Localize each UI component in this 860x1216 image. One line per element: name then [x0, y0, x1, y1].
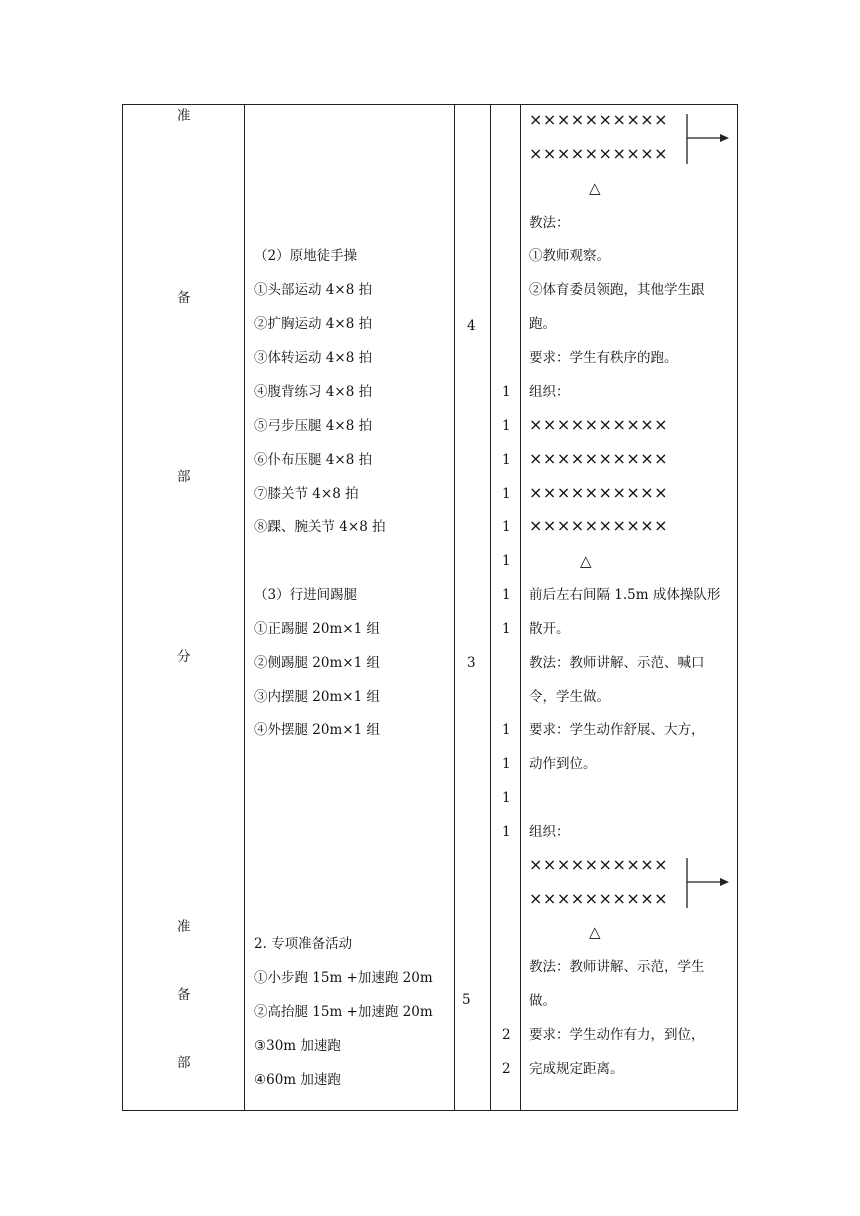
section-label: 部	[177, 469, 191, 485]
reps-value: 2	[502, 1027, 511, 1043]
column-divider	[454, 105, 455, 1110]
org-text: 教法：教师讲解、示范，学生	[529, 959, 705, 975]
exercise-item: ②侧踢腿 20m×1 组	[254, 655, 380, 671]
reps-value: 1	[502, 621, 511, 637]
section-label: 准	[177, 108, 191, 124]
section-label: 部	[177, 1055, 191, 1071]
section-label: 备	[177, 987, 191, 1003]
org-text: 教法：	[529, 215, 570, 231]
exercise-item: ①头部运动 4×8 拍	[254, 282, 373, 298]
reps-value: 1	[502, 587, 511, 603]
exercise-item: ②高抬腿 15m +加速跑 20m	[254, 1004, 433, 1020]
org-text: 做。	[529, 993, 556, 1009]
formation-row: ××××××××××	[529, 110, 669, 129]
org-text: 跑。	[529, 316, 556, 332]
org-text: 动作到位。	[529, 756, 597, 772]
org-text: 令，学生做。	[529, 689, 610, 705]
time-value: 4	[467, 318, 476, 334]
section-label: 备	[177, 290, 191, 306]
section-label: 分	[177, 649, 191, 665]
formation-row: ××××××××××	[529, 483, 669, 502]
formation-row: ××××××××××	[529, 449, 669, 468]
exercise-item: ①正踢腿 20m×1 组	[254, 621, 380, 637]
reps-value: 1	[502, 486, 511, 502]
org-text: 组织：	[529, 384, 570, 400]
exercise-item: ⑥仆布压腿 4×8 拍	[254, 452, 373, 468]
formation-row: ××××××××××	[529, 516, 669, 535]
exercise-item: ③30m 加速跑	[254, 1038, 341, 1054]
exercise-item: ③内摆腿 20m×1 组	[254, 689, 380, 705]
column-divider	[490, 105, 491, 1110]
reps-value: 1	[502, 452, 511, 468]
exercise-item: ⑦膝关节 4×8 拍	[254, 486, 359, 502]
org-text: 组织：	[529, 824, 570, 840]
column-divider	[244, 105, 245, 1110]
reps-value: 1	[502, 553, 511, 569]
time-value: 5	[462, 992, 471, 1008]
teacher-triangle-icon: △	[580, 552, 592, 570]
group3-title: （3）行进间踢腿	[254, 587, 358, 603]
org-text: 完成规定距离。	[529, 1061, 624, 1077]
exercise-item: ②扩胸运动 4×8 拍	[254, 316, 373, 332]
exercise-item: ④60m 加速跑	[254, 1072, 341, 1088]
reps-value: 1	[502, 722, 511, 738]
reps-value: 1	[502, 756, 511, 772]
reps-value: 1	[502, 790, 511, 806]
formation-row: ××××××××××	[529, 415, 669, 434]
reps-value: 1	[502, 519, 511, 535]
org-text: 要求：学生有秩序的跑。	[529, 350, 678, 366]
org-text: 散开。	[529, 621, 570, 637]
org-text: 要求：学生动作有力，到位，	[529, 1027, 705, 1043]
direction-arrow-icon	[686, 858, 730, 908]
teacher-triangle-icon: △	[589, 923, 601, 941]
section-label: 准	[177, 919, 191, 935]
reps-value: 1	[502, 384, 511, 400]
org-text: ②体育委员领跑，其他学生跟	[529, 282, 705, 298]
direction-arrow-icon	[686, 114, 730, 164]
formation-row: ××××××××××	[529, 855, 669, 874]
reps-value: 1	[502, 824, 511, 840]
formation-row: ××××××××××	[529, 889, 669, 908]
org-text: 前后左右间隔 1.5m 成体操队形	[529, 587, 721, 603]
exercise-item: ④腹背练习 4×8 拍	[254, 384, 373, 400]
reps-value: 1	[502, 418, 511, 434]
group2-title: （2）原地徒手操	[254, 248, 358, 264]
org-text: 教法：教师讲解、示范、喊口	[529, 655, 705, 671]
org-text: ①教师观察。	[529, 248, 610, 264]
exercise-item: ⑧踝、腕关节 4×8 拍	[254, 519, 386, 535]
teacher-triangle-icon: △	[589, 179, 601, 197]
exercise-item: ⑤弓步压腿 4×8 拍	[254, 418, 373, 434]
reps-value: 2	[502, 1061, 511, 1077]
column-divider	[520, 105, 521, 1110]
exercise-item: ③体转运动 4×8 拍	[254, 350, 373, 366]
time-value: 3	[467, 655, 476, 671]
exercise-item: ④外摆腿 20m×1 组	[254, 722, 380, 738]
exercise-item: ①小步跑 15m +加速跑 20m	[254, 970, 433, 986]
org-text: 要求：学生动作舒展、大方，	[529, 722, 705, 738]
formation-row: ××××××××××	[529, 144, 669, 163]
special-title: 2. 专项准备活动	[254, 936, 353, 952]
